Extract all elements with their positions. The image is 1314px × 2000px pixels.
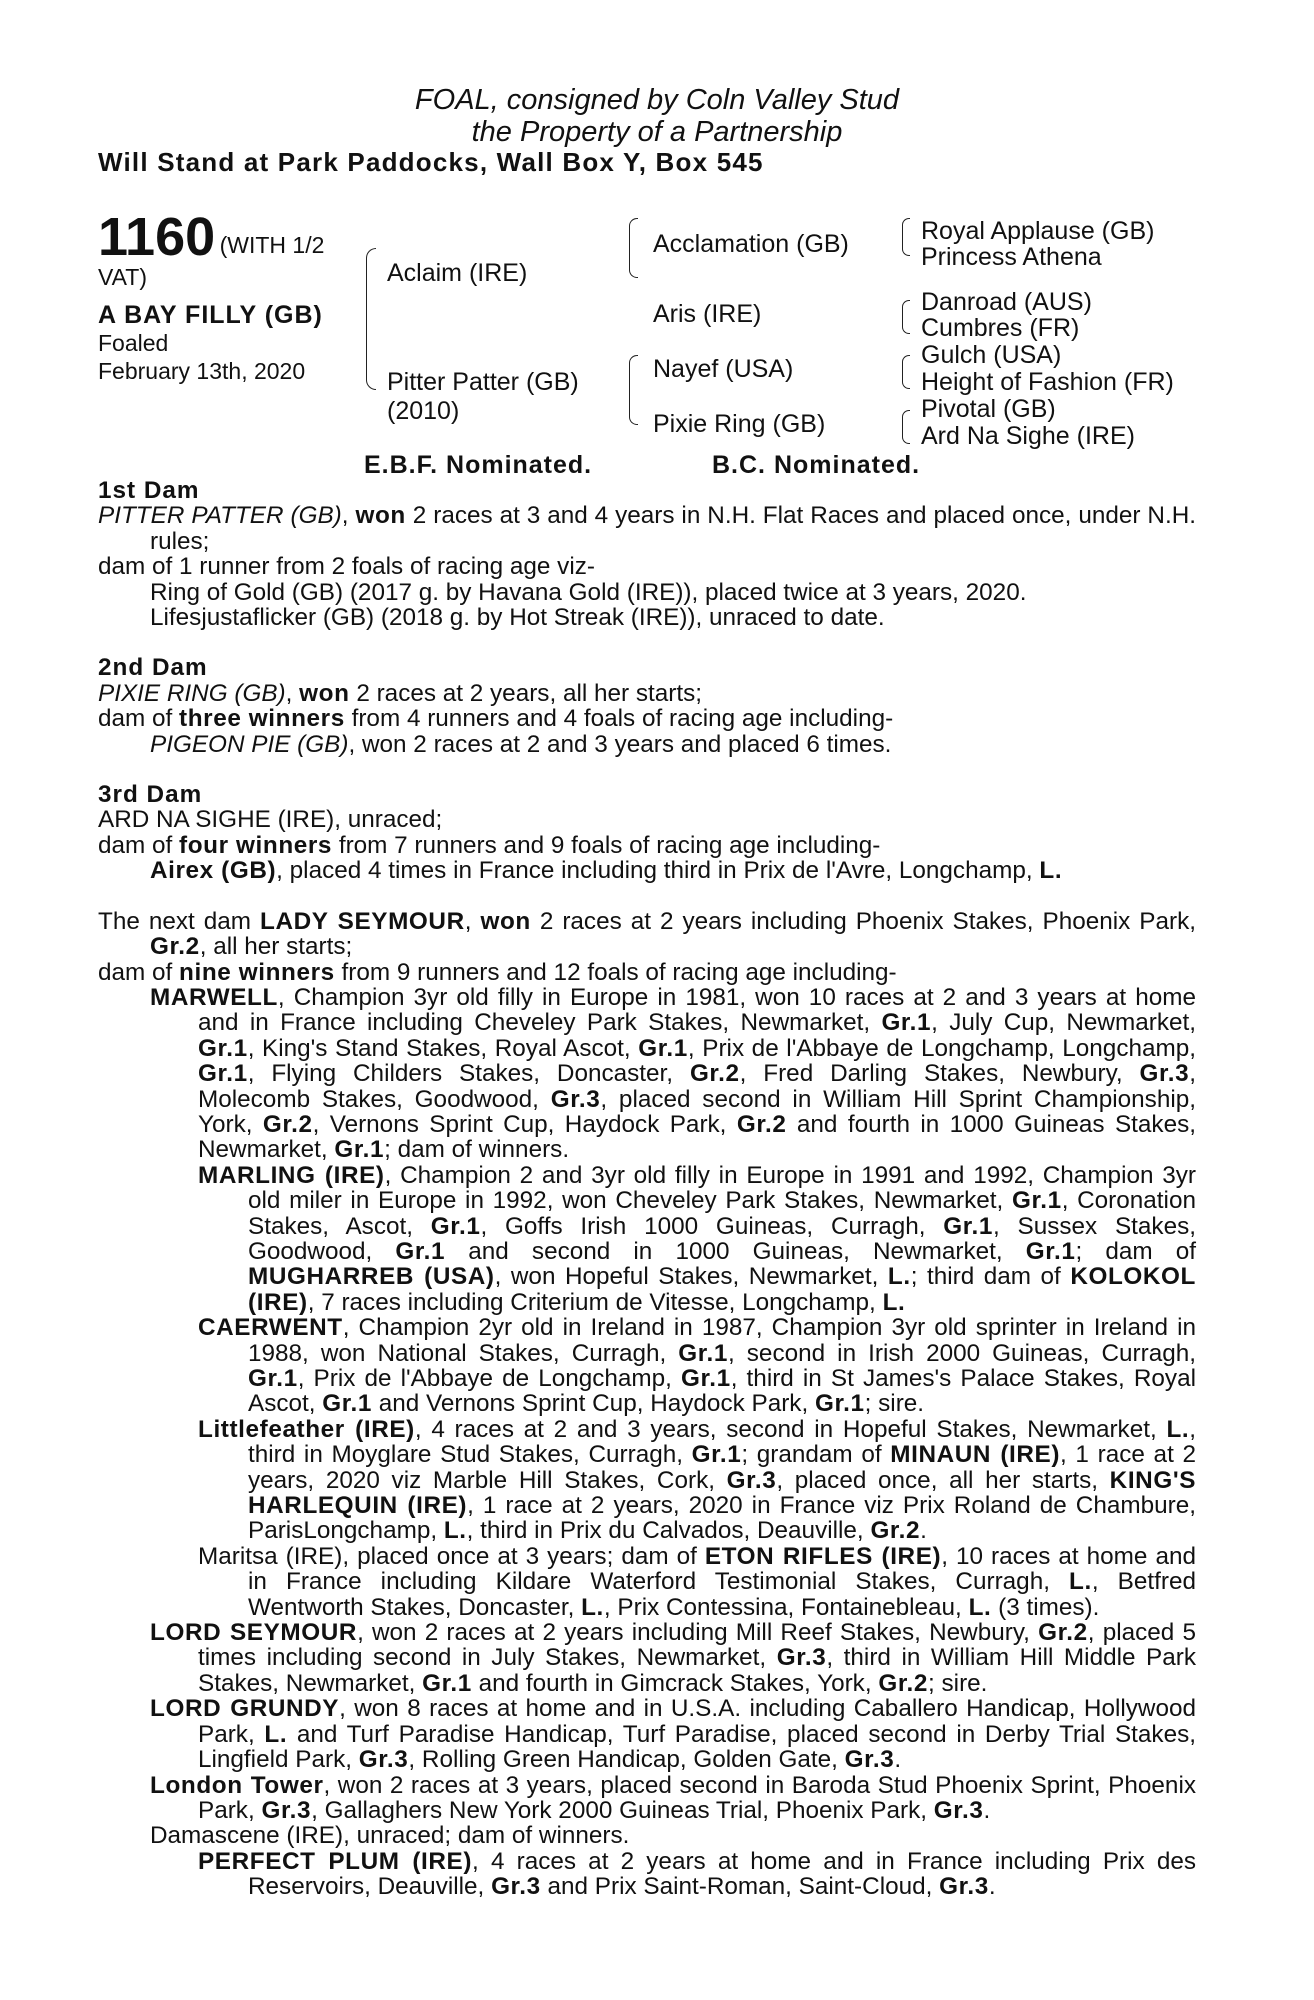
first-dam-heading: 1st Dam bbox=[98, 477, 200, 504]
pedigree-dam-year: (2010) bbox=[387, 397, 460, 425]
pedigree-g3-4: Cumbres (FR) bbox=[921, 314, 1080, 342]
second-dam-record: PIXIE RING (GB), won 2 races at 2 years, all her starts; bbox=[98, 679, 703, 707]
foaled-label: Foaled bbox=[98, 330, 169, 356]
pedigree-dam-sire: Nayef (USA) bbox=[653, 355, 794, 383]
pedigree-brace-g3-4 bbox=[902, 410, 910, 444]
produce-perfect-plum: PERFECT PLUM (IRE), 4 races at 2 years at home and in France including Prix des Reservoirs, Deauville, Gr.3 and Prix Saint-Roman, Saint-Cloud, Gr.3. bbox=[198, 1847, 1196, 1901]
pedigree-brace-main bbox=[366, 248, 376, 390]
first-dam-name: PITTER PATTER (GB) bbox=[98, 502, 342, 530]
produce-lord-seymour: LORD SEYMOUR, won 2 races at 2 years including Mill Reef Stakes, Newbury, Gr.2, placed 5 times including second in July Stakes, Newmarket, Gr.3, third in William Hill Middle Park Stakes, Newmarket, Gr.1 and fourth in Gimcrack Stakes, York, Gr.2; sire. bbox=[150, 1619, 1196, 1697]
third-dam-foal: Airex (GB), placed 4 times in France including third in Prix de l'Avre, Longchamp, L. bbox=[150, 857, 1063, 885]
vat-note-b: VAT) bbox=[98, 264, 147, 290]
pedigree-g3-8: Ard Na Sighe (IRE) bbox=[921, 422, 1135, 450]
next-dam-produce: dam of nine winners from 9 runners and 12 foals of racing age including- bbox=[98, 958, 897, 986]
catalogue-body bbox=[98, 478, 1196, 1900]
pedigree-brace-sire bbox=[629, 218, 638, 278]
header-stand-location: Will Stand at Park Paddocks, Wall Box Y, Box 545 bbox=[98, 147, 764, 177]
foaled-date: February 13th, 2020 bbox=[98, 358, 306, 384]
produce-lord-grundy: LORD GRUNDY, won 8 races at home and in U.S.A. including Caballero Handicap, Hollywood Park, L. and Turf Paradise Handicap, Turf Paradise, placed second in Derby Trial Stakes, Lingfield Park, Gr.3, Rolling Green Handicap, Golden Gate, Gr.3. bbox=[150, 1695, 1196, 1774]
first-dam-foal-2: Lifesjustaflicker (GB) (2018 g. by Hot Streak (IRE)), unraced to date. bbox=[150, 604, 885, 632]
lot-number: 1160 bbox=[98, 207, 216, 267]
produce-maritsa: Maritsa (IRE), placed once at 3 years; dam of ETON RIFLES (IRE), 10 races at home and in France including Kildare Waterford Testimonial Stakes, Curragh, L., Betfred Wentworth Stakes, Doncaster, L., Prix Contessina, Fontainebleau, L. (3 times). bbox=[198, 1542, 1196, 1621]
produce-damascene: Damascene (IRE), unraced; dam of winners. bbox=[150, 1822, 630, 1850]
produce-london-tower: London Tower, won 2 races at 3 years, placed second in Baroda Stud Phoenix Sprint, Phoenix Park, Gr.3, Gallaghers New York 2000 Guineas Trial, Phoenix Park, Gr.3. bbox=[150, 1771, 1196, 1824]
second-dam-heading: 2nd Dam bbox=[98, 654, 208, 682]
lot-name: A BAY FILLY (GB) bbox=[98, 301, 323, 329]
pedigree-dam: Pitter Patter (GB) bbox=[387, 368, 579, 396]
second-dam-produce: dam of three winners from 4 runners and 4 foals of racing age including- bbox=[98, 705, 894, 733]
third-dam-produce: dam of four winners from 7 runners and 9 foals of racing age including- bbox=[98, 831, 881, 859]
pedigree-dam-dam: Pixie Ring (GB) bbox=[653, 410, 826, 438]
pedigree-sire-sire: Acclamation (GB) bbox=[653, 230, 849, 258]
header-property: the Property of a Partnership bbox=[471, 116, 843, 148]
pedigree-g3-6: Height of Fashion (FR) bbox=[921, 368, 1174, 396]
second-dam-name: PIXIE RING (GB) bbox=[98, 679, 286, 707]
pedigree-g3-1: Royal Applause (GB) bbox=[921, 217, 1155, 245]
first-dam-produce: dam of 1 runner from 2 foals of racing age viz- bbox=[98, 553, 595, 581]
third-dam-heading: 3rd Dam bbox=[98, 781, 203, 809]
pedigree-g3-5: Gulch (USA) bbox=[921, 341, 1062, 369]
first-dam-foal-1: Ring of Gold (GB) (2017 g. by Havana Gold (IRE)), placed twice at 3 years, 2020. bbox=[150, 578, 1027, 606]
produce-marwell: MARWELL, Champion 3yr old filly in Europe in 1981, won 10 races at 2 and 3 years at home and in France including Cheveley Park Stakes, Newmarket, Gr.1, July Cup, Newmarket, Gr.1, King's Stand Stakes, Royal Ascot, Gr.1, Prix de l'Abbaye de Longchamp, Longchamp, Gr.1, Flying Childers Stakes, Doncaster, Gr.2, Fred Darling Stakes, Newbury, Gr.3, Molecomb Stakes, Goodwood, Gr.3, placed second in William Hill Sprint Championship, York, Gr.2, Vernons Sprint Cup, Haydock Park, Gr.2 and fourth in 1000 Guineas Stakes, Newmarket, Gr.1; dam of winners. bbox=[150, 983, 1196, 1164]
pedigree-g3-7: Pivotal (GB) bbox=[921, 395, 1056, 423]
pedigree-brace-g3-3 bbox=[902, 355, 910, 389]
lot-number-line bbox=[98, 206, 324, 268]
pedigree-brace-g3-1 bbox=[902, 218, 910, 256]
pedigree-sire: Aclaim (IRE) bbox=[387, 259, 528, 287]
first-dam-record: PITTER PATTER (GB), won 2 races at 3 and 4 years in N.H. Flat Races and placed once, under N.H. rules; bbox=[98, 502, 1197, 555]
third-dam-record: ARD NA SIGHE (IRE), unraced; bbox=[98, 806, 443, 834]
pedigree-brace-dam bbox=[629, 355, 638, 425]
next-dam-record: The next dam LADY SEYMOUR, won 2 races at 2 years including Phoenix Stakes, Phoenix Park, Gr.2, all her starts; bbox=[98, 907, 1196, 961]
second-dam-foal: PIGEON PIE (GB), won 2 races at 2 and 3 years and placed 6 times. bbox=[150, 730, 892, 758]
produce-littlefeather: Littlefeather (IRE), 4 races at 2 and 3 years, second in Hopeful Stakes, Newmarket, L., third in Moyglare Stud Stakes, Curragh, Gr.1; grandam of MINAUN (IRE), 1 race at 2 years, 2020 viz Marble Hill Stakes, Cork, Gr.3, placed once, all her starts, KING'S HARLEQUIN (IRE), 1 race at 2 years, 2020 in France viz Prix Roland de Chambure, ParisLongchamp, L., third in Prix du Calvados, Deauville, Gr.2. bbox=[198, 1415, 1196, 1545]
pedigree-sire-dam: Aris (IRE) bbox=[653, 300, 762, 328]
ebf-nominated: E.B.F. Nominated. bbox=[364, 451, 593, 479]
bc-nominated: B.C. Nominated. bbox=[712, 451, 921, 479]
produce-caerwent: CAERWENT, Champion 2yr old in Ireland in 1987, Champion 3yr old sprinter in Ireland in 1988, won National Stakes, Curragh, Gr.1, second in Irish 2000 Guineas, Curragh, Gr.1, Prix de l'Abbaye de Longchamp, Gr.1, third in St James's Palace Stakes, Royal Ascot, Gr.1 and Vernons Sprint Cup, Haydock Park, Gr.1; sire. bbox=[198, 1314, 1196, 1418]
pedigree-g3-2: Princess Athena bbox=[921, 243, 1102, 271]
pedigree-brace-g3-2 bbox=[902, 300, 910, 334]
vat-note-a: (WITH 1/2 bbox=[219, 232, 325, 258]
produce-marling: MARLING (IRE), Champion 2 and 3yr old filly in Europe in 1991 and 1992, Champion 3yr old miler in Europe in 1992, won Cheveley Park Stakes, Newmarket, Gr.1, Coronation Stakes, Ascot, Gr.1, Goffs Irish 1000 Guineas, Curragh, Gr.1, Sussex Stakes, Goodwood, Gr.1 and second in 1000 Guineas, Newmarket, Gr.1; dam of MUGHARREB (USA), won Hopeful Stakes, Newmarket, L.; third dam of KOLOKOL (IRE), 7 races including Criterium de Vitesse, Longchamp, L. bbox=[198, 1161, 1197, 1316]
header-consignor: FOAL, consigned by Coln Valley Stud bbox=[414, 84, 900, 116]
pedigree-g3-3: Danroad (AUS) bbox=[921, 288, 1092, 316]
